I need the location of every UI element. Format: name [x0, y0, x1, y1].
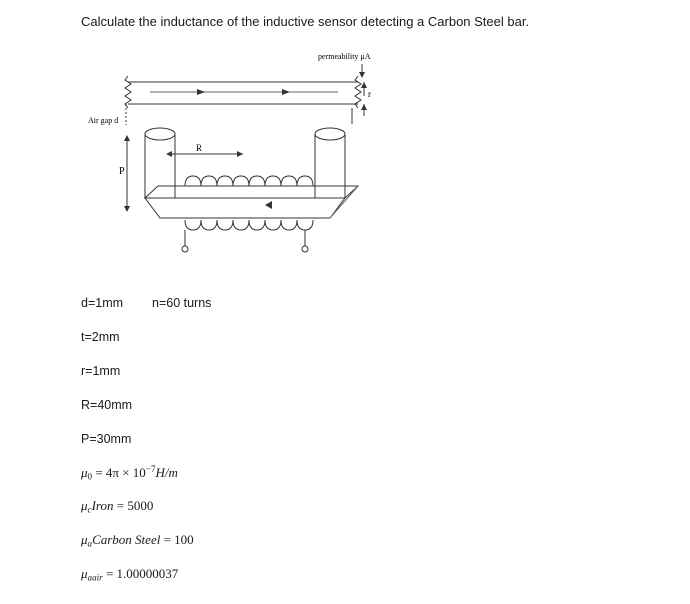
p-label: P [119, 166, 125, 177]
sensor-diagram [0, 0, 690, 290]
given-P: P=30mm [81, 432, 132, 446]
mu-air-equation: $\mu_{aair} = 1.00000037$ [81, 566, 179, 583]
permeability-label: permeability μA [318, 52, 371, 61]
given-d: d=1mm [81, 296, 124, 310]
mu-iron-equation: $\mu_cIron = 5000$ [81, 498, 154, 515]
given-n: n=60 turns [152, 296, 212, 310]
mu-carbon-equation: $\mu_aCarbon$ Steel = 100 [81, 532, 194, 549]
arrow-down-icon [359, 72, 365, 78]
coil [182, 176, 313, 252]
steel-bar [125, 76, 361, 108]
r-label: r [368, 89, 371, 99]
given-t: t=2mm [81, 330, 120, 344]
question-text: Calculate the inductance of the inductive sensor detecting a Carbon Steel bar. [81, 14, 530, 29]
mu0-equation: $\mu_0 = 4\pi \times 10^{-7}H/m$ [81, 464, 178, 482]
left-pole [145, 128, 175, 198]
air-gap-label: Air gap d [88, 116, 119, 125]
given-r: r=1mm [81, 364, 121, 378]
core-base [145, 186, 358, 218]
given-R: R=40mm [81, 398, 133, 412]
r-dim-label: R [196, 143, 203, 153]
right-pole [315, 128, 345, 198]
